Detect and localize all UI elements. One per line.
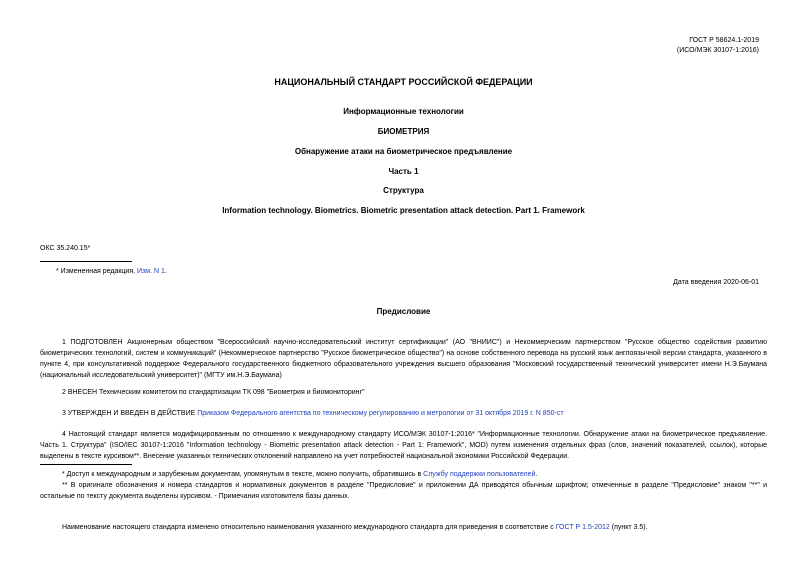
amendment-note-text: * Измененная редакция, [56,268,138,275]
amendment-note [56,267,167,276]
title-line-structure: Структура [383,186,424,195]
preface-item-2: 2 ВНЕСЕН Техническим комитетом по стандартизации ТК 098 "Биометрия и биомониторинг" [62,389,365,396]
document-main-title: НАЦИОНАЛЬНЫЙ СТАНДАРТ РОССИЙСКОЙ ФЕДЕРАЦИИ [274,77,533,87]
preface-item-3 [40,408,767,419]
footnote-access-suffix: . [535,471,538,478]
footnote-access [40,469,767,480]
title-change-note [40,522,767,533]
title-line-part: Часть 1 [388,167,419,176]
title-line-information-technology: Информационные технологии [343,107,464,116]
preface-heading: Предисловие [376,307,431,316]
preface-item-4: 4 Настоящий стандарт является модифицированным по отношению к международному стандарту ИСО/МЭК 30107-1:2016* "Информационные технологии. Обнаружение атаки на биометрическое предъявление. Часть 1. Структура" (ISO/IEC 30107-1:2016 "Information technology - Biometric presentation attack detection - Part 1: Framework", MOD) путем изменения отдельных фраз (слов, значений показателей, ссылок), которые выделены в тексте курсивом**. Внесение указанных технических отклонений направлено на учет потребностей национальной экономики Российской Федерации. [40,431,767,460]
header-gost-number: ГОСТ Р 58624.1-2019 [689,37,759,44]
footnote-divider [40,261,132,262]
preface-item-1: 1 ПОДГОТОВЛЕН Акционерным обществом "Всероссийский научно-исследовательский институт сертификации" (АО "ВНИИС") и Некоммерческим партнерством "Русское общество содействия развитию биометрических технологий, систем и коммуникаций" (Некоммерческое партнерство "Русское биометрическое общество") на основе собственного перевода на русский язык англоязычной версии стандарта, указанного в пункте 4, при консультативной поддержке Федерального государственного бюджетного образовательного учреждения высшего образования "Московский государственный технический университет имени Н.Э.Баумана (национальный исследовательский университет)" (МГТУ им.Н.Э.Баумана) [40,339,767,379]
title-change-note-suffix: (пункт 3.5). [609,524,648,531]
footnote-access-text: * Доступ к международным и зарубежным документам, упомянутым в тексте, можно получить, обратившись в [62,471,424,478]
title-change-note-text: Наименование настоящего стандарта изменено относительно наименования указанного международного стандарта для приведения в соответствие с [62,524,556,531]
introduction-date: Дата введения 2020-06-01 [673,279,759,286]
preface-item-3-text: 3 УТВЕРЖДЕН И ВВЕДЕН В ДЕЙСТВИЕ [62,410,198,417]
footnote-divider-2 [40,464,132,465]
gost-1-5-link[interactable]: ГОСТ Р 1.5-2012 [555,524,610,531]
title-line-biometrics: БИОМЕТРИЯ [377,127,430,136]
support-service-link[interactable]: Службу поддержки пользователей [423,471,536,478]
footnote-formatting: ** В оригинале обозначения и номера стандартов и нормативных документов в разделе "Предисловие" и приложении ДА приводятся обычным шрифтом; отмеченные в разделе "Предисловие" знаком "**" и остальные по тексту документа выделены курсивом. - Примечания изготовителя базы данных. [40,482,767,500]
order-link[interactable]: Приказом Федерального агентства по техническому регулированию и метрологии от 31 октября 2019 г. N 850-ст [197,410,564,417]
header-iso-reference: (ИСО/МЭК 30107-1:2016) [676,47,759,54]
oks-code: ОКС 35.240.15* [40,245,91,252]
amendment-note-suffix: . [164,268,167,275]
title-line-attack-detection: Обнаружение атаки на биометрическое предъявление [294,147,513,156]
title-english: Information technology. Biometrics. Biometric presentation attack detection. Part 1. Framework [222,206,585,215]
amendment-link[interactable]: Изм. N 1 [137,268,165,275]
